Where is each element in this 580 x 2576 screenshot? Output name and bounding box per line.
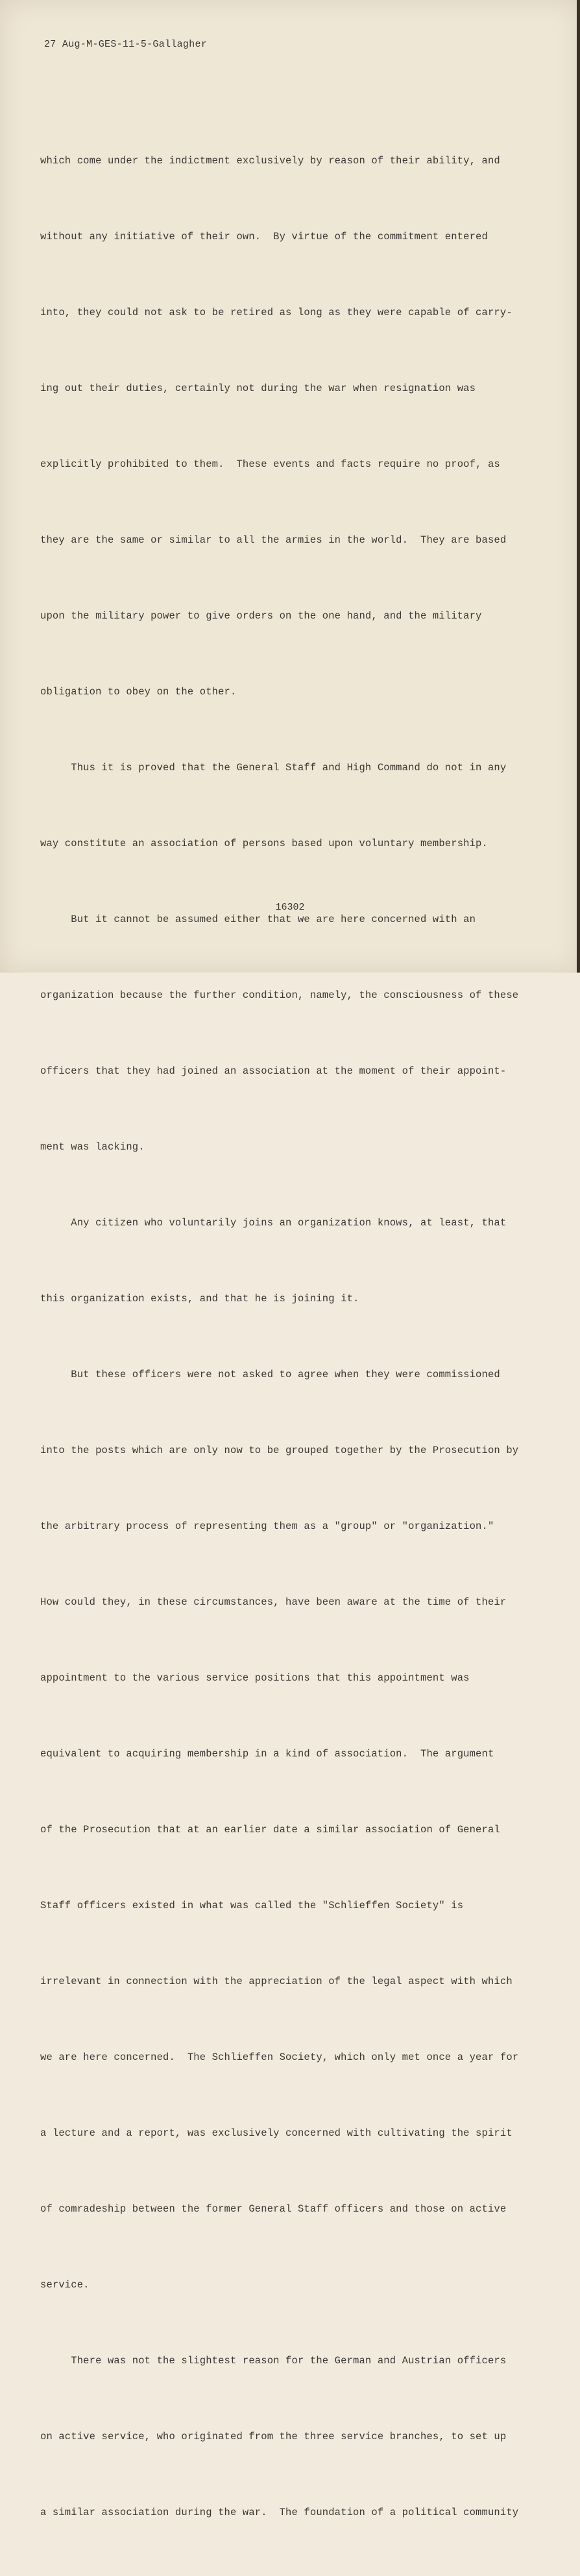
body-line: without any initiative of their own. By virtue of the commitment entered xyxy=(40,231,488,242)
body-line: they are the same or similar to all the armies in the world. They are based xyxy=(40,534,507,546)
body-line: on active service, who originated from the three service branches, to set up xyxy=(40,2431,507,2442)
page-edge-shadow xyxy=(577,0,580,973)
body-line: obligation to obey on the other. xyxy=(40,686,237,698)
body-line: way constitute an association of persons based upon voluntary membership. xyxy=(40,838,488,849)
body-line: upon the military power to give orders on the one hand, and the military xyxy=(40,610,482,622)
body-line: Thus it is proved that the General Staff and High Command do not in any xyxy=(40,762,507,774)
body-line: Staff officers existed in what was called the "Schlieffen Society" is xyxy=(40,1900,464,1911)
body-line: into the posts which are only now to be grouped together by the Prosecution by xyxy=(40,1445,519,1456)
body-line: we are here concerned. The Schlieffen Society, which only met once a year for xyxy=(40,2051,519,2063)
body-line: the arbitrary process of representing them as a "group" or "organization." xyxy=(40,1520,494,1532)
body-line: of the Prosecution that at an earlier date a similar association of General xyxy=(40,1824,500,1836)
body-line: organization because the further condition, namely, the consciousness of these xyxy=(40,989,519,1001)
body-line: But it cannot be assumed either that we are here concerned with an xyxy=(40,914,476,925)
body-line: Any citizen who voluntarily joins an organization knows, at least, that xyxy=(40,1217,507,1229)
body-line: which come under the indictment exclusively by reason of their ability, and xyxy=(40,155,500,167)
body-line: equivalent to acquiring membership in a kind of association. The argument xyxy=(40,1748,494,1760)
body-line: ing out their duties, certainly not during the war when resignation was xyxy=(40,383,476,394)
body-line: into, they could not ask to be retired as long as they were capable of carry- xyxy=(40,307,513,318)
body-line: officers that they had joined an association at the moment of their appoint- xyxy=(40,1065,507,1077)
body-line: How could they, in these circumstances, have been aware at the time of their xyxy=(40,1596,507,1608)
body-line: appointment to the various service positions that this appointment was xyxy=(40,1672,470,1684)
body-line: a similar association during the war. The foundation of a political community xyxy=(40,2507,519,2518)
body-line: There was not the slightest reason for the German and Austrian officers xyxy=(40,2355,507,2367)
page-number: 16302 xyxy=(275,902,305,913)
document-reference-header: 27 Aug-M-GES-11-5-Gallagher xyxy=(44,39,208,50)
body-line: irrelevant in connection with the appreciation of the legal aspect with which xyxy=(40,1976,513,1987)
body-line: a lecture and a report, was exclusively concerned with cultivating the spirit xyxy=(40,2127,513,2139)
body-line: service. xyxy=(40,2279,90,2291)
body-line: But these officers were not asked to agree when they were commissioned xyxy=(40,1369,500,1380)
body-line: of comradeship between the former General Staff officers and those on active xyxy=(40,2203,507,2215)
body-line: explicitly prohibited to them. These events and facts require no proof, as xyxy=(40,458,500,470)
body-line: this organization exists, and that he is joining it. xyxy=(40,1293,359,1305)
document-body xyxy=(40,98,533,2576)
body-line: ment was lacking. xyxy=(40,1141,145,1153)
